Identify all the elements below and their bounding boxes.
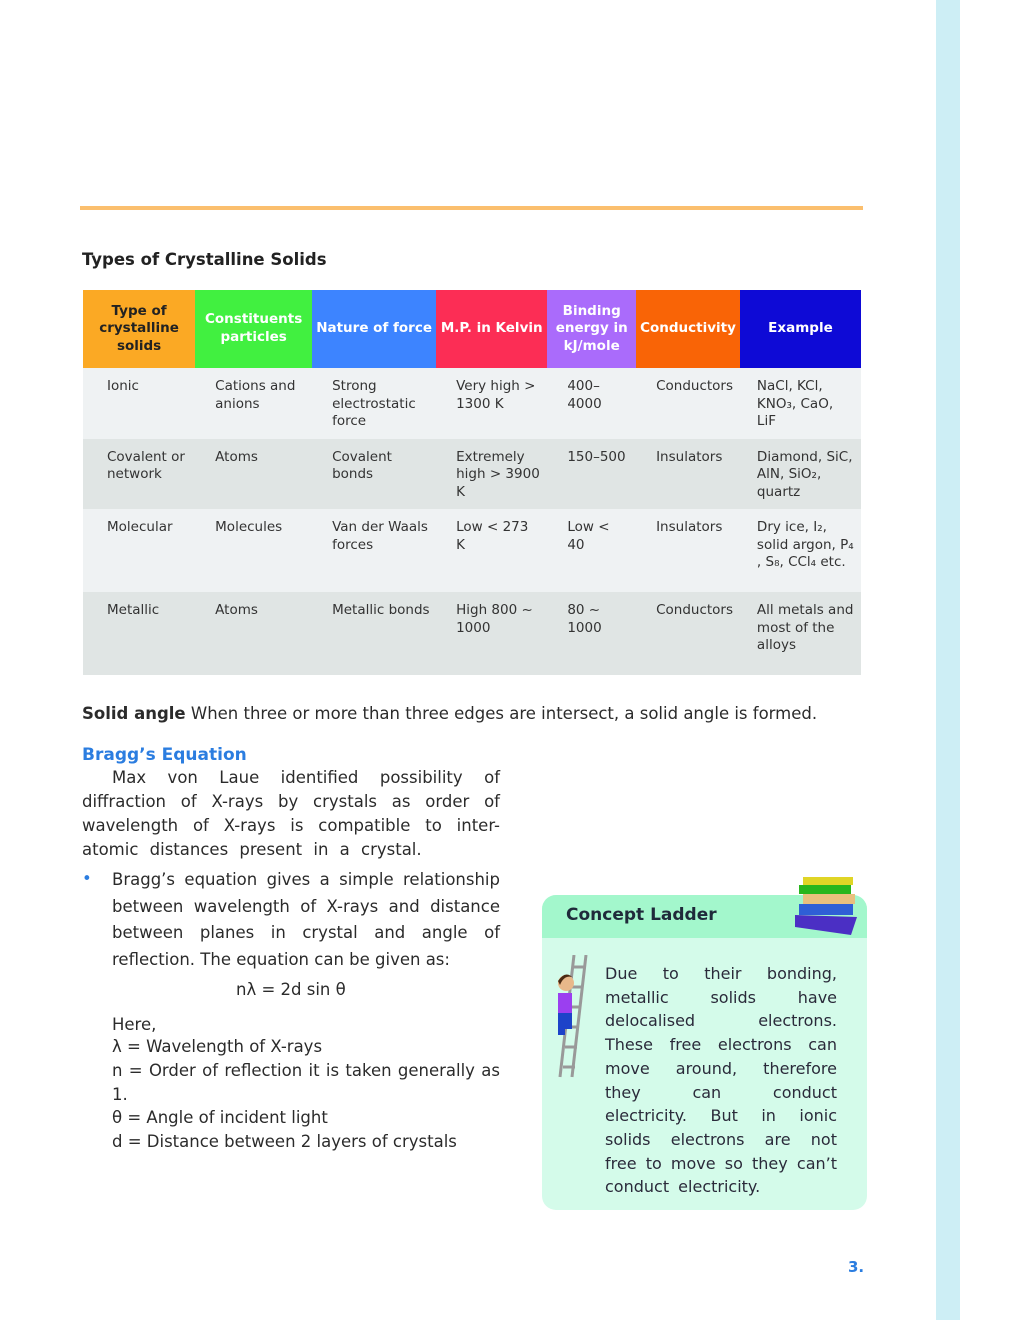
- page-number: 3.: [848, 1258, 865, 1276]
- table-row: [83, 592, 861, 675]
- bullet-icon: •: [82, 869, 92, 888]
- def-n: n = Order of reflection it is taken generally as 1.: [112, 1061, 500, 1104]
- table-cell: 400–4000: [547, 368, 636, 439]
- column-header: Example: [740, 290, 861, 368]
- table-cell: Very high > 1300 K: [436, 368, 547, 439]
- girl-climbing-ladder-icon: [552, 955, 592, 1080]
- concept-text: Due to their bonding, metallic solids have delocalised electrons. These free electrons can move around, therefore they can conduct electricity. But in ionic solids electrons are not free to move so they can’t conduct electricity.: [605, 964, 837, 1197]
- table-row: [83, 509, 861, 592]
- table-cell: Low < 273 K: [436, 509, 547, 592]
- table-cell: High 800 ~ 1000: [436, 592, 547, 675]
- column-header: Constituents particles: [195, 290, 312, 368]
- column-header: Binding energy in kJ/mole: [547, 290, 636, 368]
- table-cell: Molecules: [195, 509, 312, 592]
- table-cell: Metallic bonds: [312, 592, 436, 675]
- crystalline-solids-table: [83, 290, 861, 675]
- table-cell: Conductors: [636, 368, 740, 439]
- table-cell: Extremely high > 3900 K: [436, 439, 547, 510]
- divider: [80, 206, 863, 210]
- table-cell: Cations and anions: [195, 368, 312, 439]
- table-cell: Covalent or network: [83, 439, 195, 510]
- bragg-equation: nλ = 2d sin θ: [236, 980, 346, 999]
- table-cell: Strong electrostatic force: [312, 368, 436, 439]
- table-cell: NaCl, KCl, KNO₃, CaO, LiF: [740, 368, 861, 439]
- solid-angle-paragraph: [82, 702, 862, 726]
- column-header: M.P. in Kelvin: [436, 290, 547, 368]
- table-row: [83, 439, 861, 510]
- table-cell: Dry ice, I₂, solid argon, P₄ , S₈, CCl₄ etc.: [740, 509, 861, 592]
- column-header: Type of crystalline solids: [83, 290, 195, 368]
- table-cell: Low < 40: [547, 509, 636, 592]
- bragg-intro: Max von Laue identified possibility of diffraction of X-rays by crystals as order of wavelength of X-rays is compatible to inter-atomic distances present in a crystal.: [82, 768, 500, 859]
- table-cell: Insulators: [636, 439, 740, 510]
- bragg-title: Bragg’s Equation: [82, 745, 247, 765]
- def-lambda: λ = Wavelength of X-rays: [112, 1037, 323, 1056]
- table-cell: Atoms: [195, 439, 312, 510]
- column-header: Conductivity: [636, 290, 740, 368]
- concept-title: Concept Ladder: [542, 895, 867, 938]
- here-label: Here,: [112, 1015, 157, 1034]
- solid-angle-term: Solid angle: [82, 704, 186, 723]
- bragg-bullet: Bragg’s equation gives a simple relationship between wavelength of X-rays and distance between planes in crystal and angle of reflection. The equation can be given as:: [112, 870, 500, 969]
- table-row: [83, 368, 861, 439]
- table-cell: Metallic: [83, 592, 195, 675]
- table-cell: Conductors: [636, 592, 740, 675]
- table-cell: Atoms: [195, 592, 312, 675]
- table-cell: Diamond, SiC, AlN, SiO₂, quartz: [740, 439, 861, 510]
- table-cell: Van der Waals forces: [312, 509, 436, 592]
- table-cell: Ionic: [83, 368, 195, 439]
- table-cell: Molecular: [83, 509, 195, 592]
- solid-angle-text: When three or more than three edges are intersect, a solid angle is formed.: [190, 704, 818, 723]
- books-icon: [795, 875, 865, 937]
- def-theta: θ = Angle of incident light: [112, 1108, 328, 1127]
- section-title: Types of Crystalline Solids: [82, 250, 327, 269]
- table-cell: 80 ~ 1000: [547, 592, 636, 675]
- table-cell: All metals and most of the alloys: [740, 592, 861, 675]
- table-cell: 150–500: [547, 439, 636, 510]
- table-cell: Covalent bonds: [312, 439, 436, 510]
- table-cell: Insulators: [636, 509, 740, 592]
- def-d: d = Distance between 2 layers of crystals: [112, 1132, 457, 1151]
- column-header: Nature of force: [312, 290, 436, 368]
- side-stripe: [936, 0, 960, 1320]
